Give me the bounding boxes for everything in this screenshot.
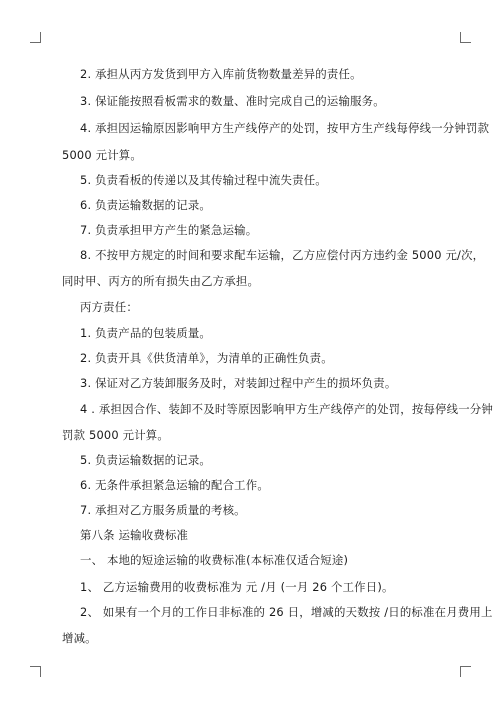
crop-mark-top-left xyxy=(30,32,41,43)
paragraph-line: 5. 负责运输数据的记录。 xyxy=(80,453,211,467)
paragraph-line: 8. 不按甲方规定的时间和要求配车运输，乙方应偿付丙方违约金 5000 元/次， xyxy=(80,248,485,262)
section-heading: 丙方责任： xyxy=(80,300,138,314)
crop-mark-top-right xyxy=(460,32,471,43)
paragraph-line: 6. 无条件承担紧急运输的配合工作。 xyxy=(80,478,269,492)
article-heading: 第八条 运输收费标准 xyxy=(80,528,189,542)
paragraph-line: 6. 负责运输数据的记录。 xyxy=(80,198,211,212)
paragraph-line: 1、 乙方运输费用的收费标准为 元 /月 (一月 26 个工作日)。 xyxy=(80,580,394,594)
paragraph-line: 2. 承担从丙方发货到甲方入库前货物数量差异的责任。 xyxy=(80,67,362,81)
paragraph-line: 7. 负责承担甲方产生的紧急运输。 xyxy=(80,223,258,237)
paragraph-line: 一、 本地的短途运输的收费标准(本标准仅适合短途) xyxy=(80,553,349,567)
paragraph-line: 1. 负责产品的包装质量。 xyxy=(80,326,211,340)
paragraph-line: 3. 保证能按照看板需求的数量、准时完成自己的运输服务。 xyxy=(80,94,385,108)
paragraph-line: 4. 承担因运输原因影响甲方生产线停产的处罚，按甲方生产线每停线一分钟罚款 xyxy=(80,121,490,135)
paragraph-line: 5000 元计算。 xyxy=(62,148,142,162)
paragraph-line: 2、 如果有一个月的工作日非标准的 26 日，增减的天数按 /日的标准在月费用上 xyxy=(80,605,493,619)
crop-mark-bottom-left xyxy=(30,666,41,677)
paragraph-line: 5. 负责看板的传递以及其传输过程中流失责任。 xyxy=(80,173,327,187)
paragraph-line: 4 . 承担因合作、装卸不及时等原因影响甲方生产线停产的处罚，按每停线一分钟 xyxy=(80,402,493,416)
paragraph-line: 3. 保证对乙方装卸服务及时，对装卸过程中产生的损坏负责。 xyxy=(80,376,397,390)
paragraph-line: 7. 承担对乙方服务质量的考核。 xyxy=(80,503,246,517)
paragraph-line: 2. 负责开具《供货清单》，为清单的正确性负责。 xyxy=(80,351,333,365)
crop-mark-bottom-right xyxy=(460,666,471,677)
paragraph-line: 增减。 xyxy=(62,631,97,645)
paragraph-line: 罚款 5000 元计算。 xyxy=(62,428,169,442)
paragraph-line: 同时甲、丙方的所有损失由乙方承担。 xyxy=(62,274,260,288)
